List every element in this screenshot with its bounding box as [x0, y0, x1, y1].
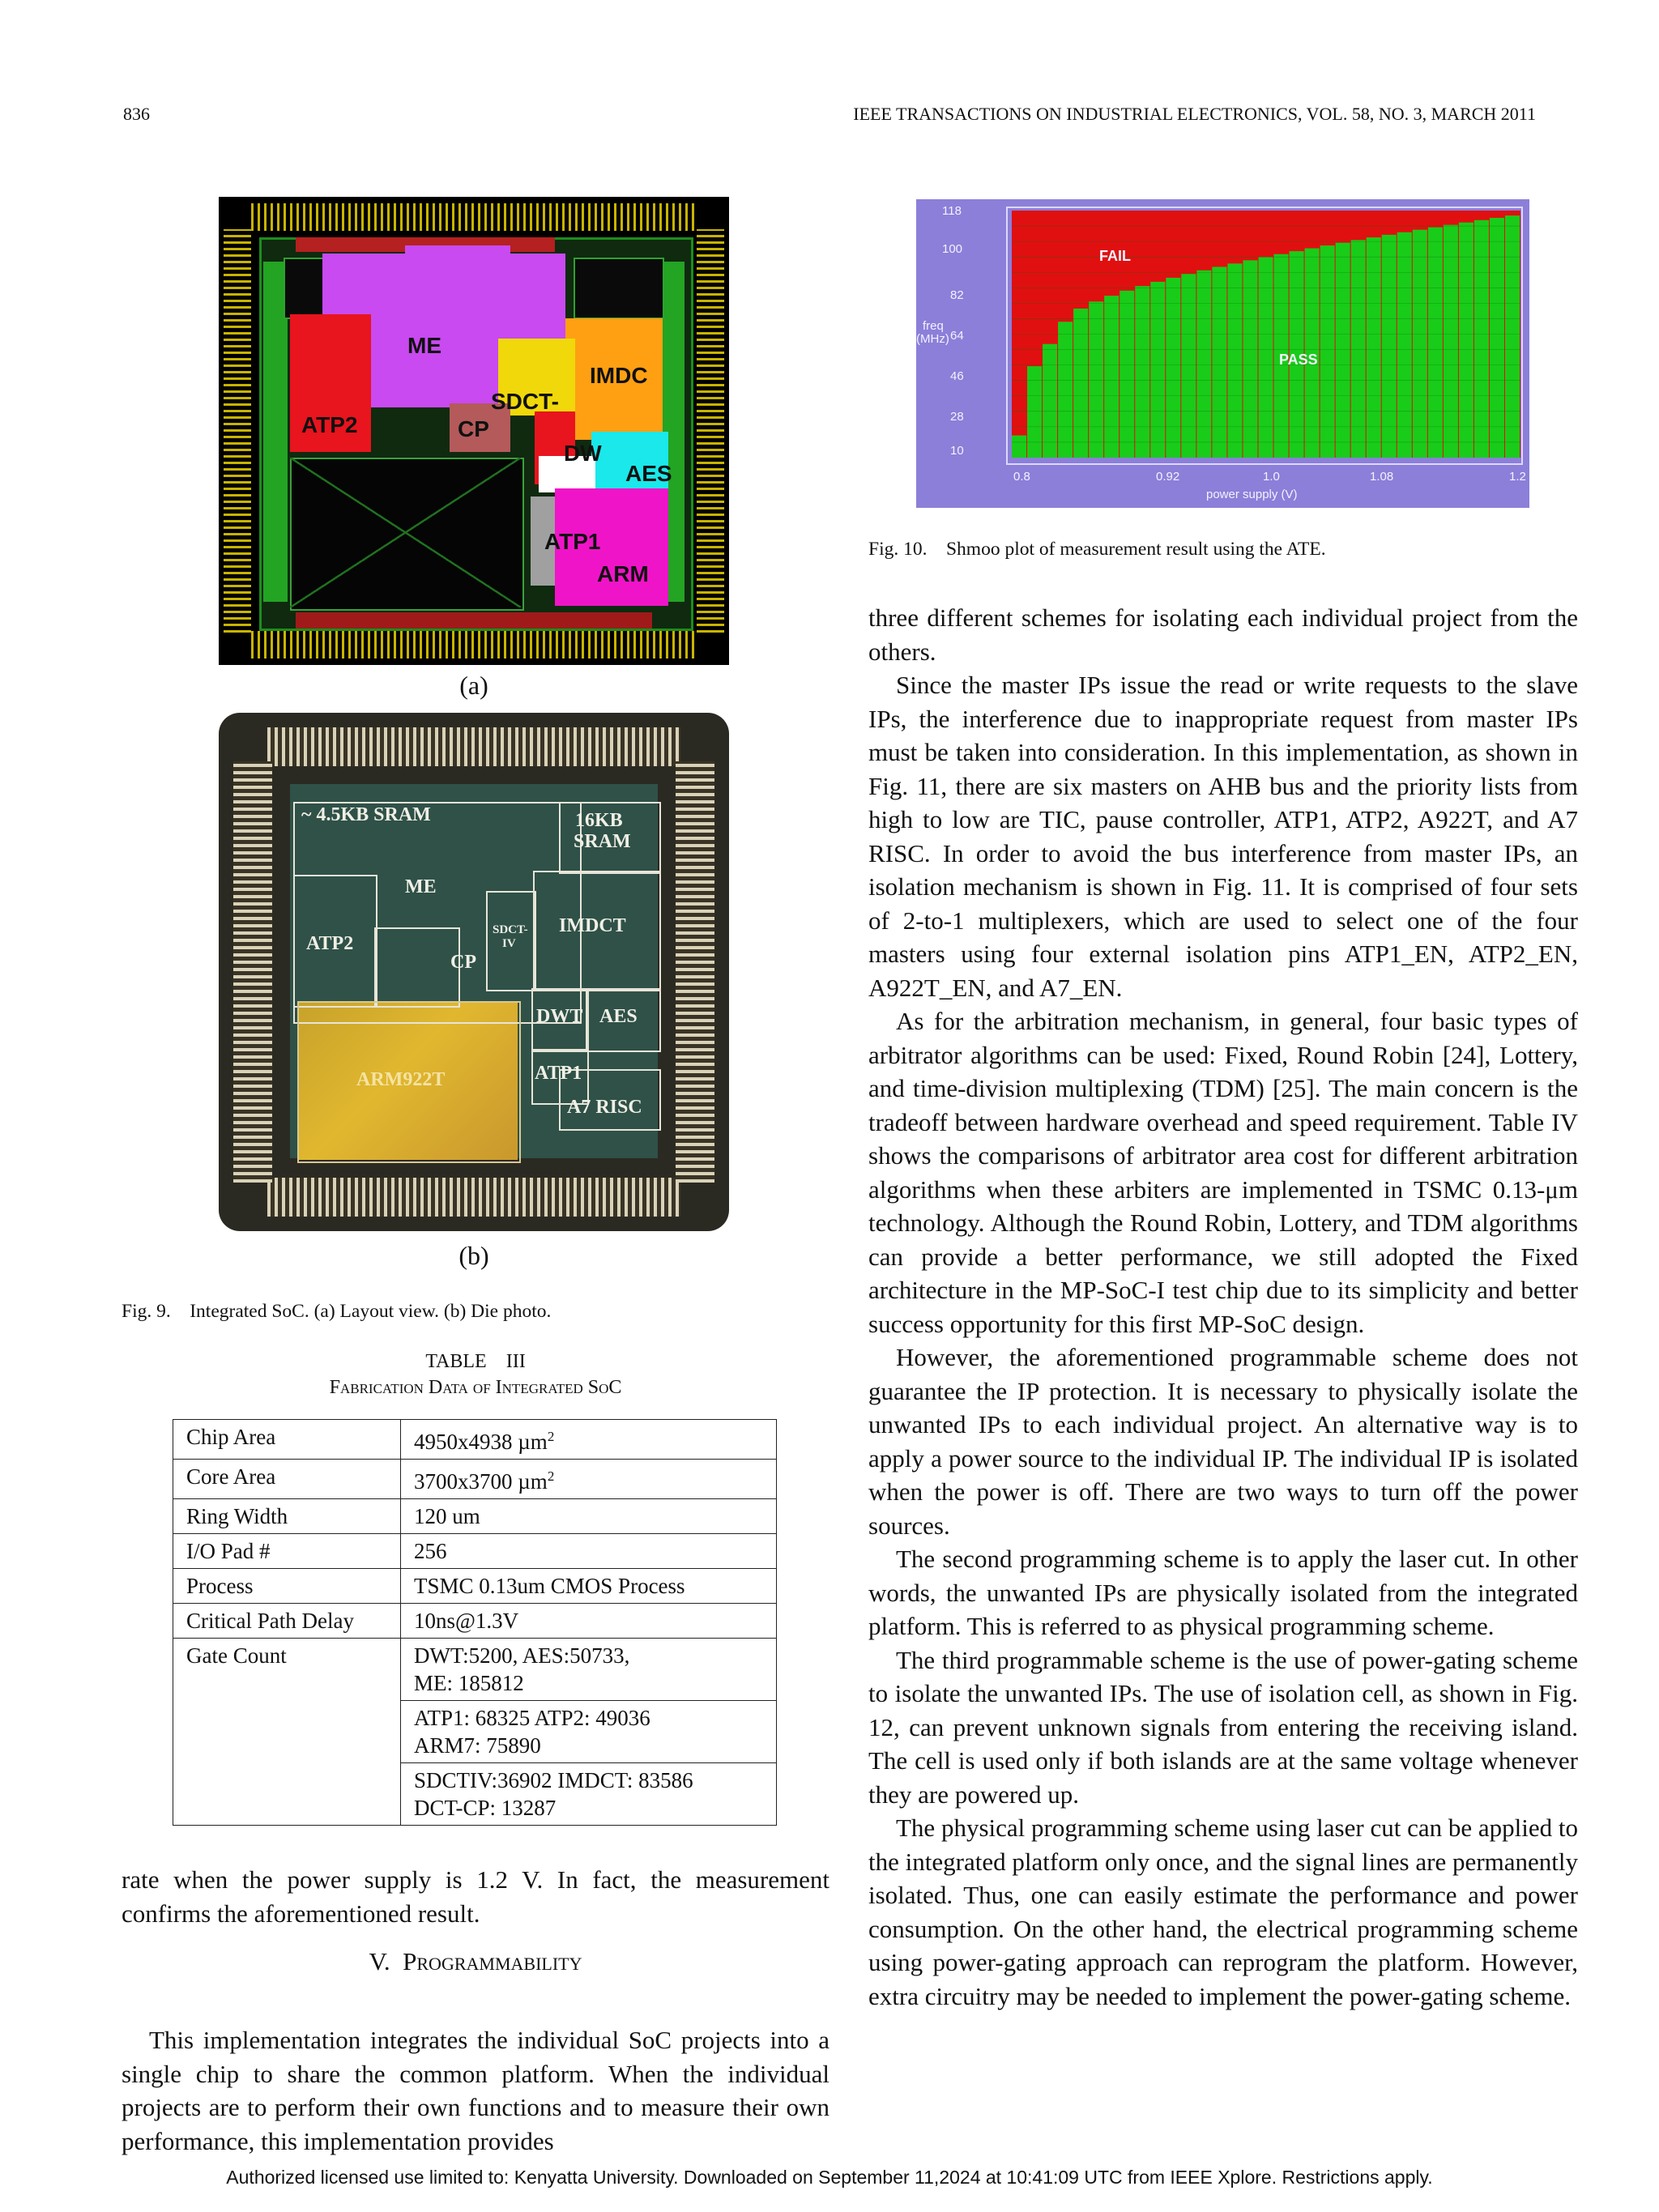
fail-label: FAIL: [1099, 248, 1131, 264]
layout-view-figure: [219, 197, 729, 665]
pass-column: [1382, 235, 1397, 458]
pass-column: [1243, 260, 1257, 458]
pass-column: [1428, 228, 1443, 458]
die-sram-small-label: ~ 4.5KB SRAM: [301, 804, 431, 825]
pass-column: [1073, 309, 1088, 458]
y-tick: 28: [950, 410, 964, 424]
table-value: TSMC 0.13um CMOS Process: [401, 1569, 777, 1604]
pass-column: [1166, 278, 1180, 458]
table-row: [173, 1569, 777, 1604]
pass-column: [1104, 296, 1119, 458]
die-16kb-label: 16KB: [575, 810, 623, 831]
table-row: [173, 1639, 777, 1701]
die-imdct-label: IMDCT: [559, 915, 626, 936]
block-cp-label: CP: [458, 416, 489, 441]
block-aes-label: AES: [625, 461, 672, 486]
table-value: ATP1: 68325 ATP2: 49036 ARM7: 75890: [401, 1701, 777, 1763]
table-key: Core Area: [173, 1460, 401, 1499]
pass-column: [1043, 344, 1057, 458]
pass-column: [1150, 282, 1165, 458]
fig10-caption: Fig. 10. Shmoo plot of measurement result using the ATE.: [868, 539, 1326, 560]
left-column-text-2: [122, 2023, 830, 2158]
section-heading: V. Programmability: [369, 1947, 582, 1975]
pass-column: [1397, 232, 1412, 458]
pass-column: [1505, 215, 1520, 458]
table-key: Chip Area: [173, 1420, 401, 1460]
fig9b-sublabel: (b): [458, 1241, 489, 1270]
table-value: 4950x4938 µm$^2$: [401, 1420, 777, 1460]
die-atp1-label: ATP1: [535, 1063, 582, 1084]
left-column-text: [122, 1863, 830, 1930]
table3-subtitle: Fabrication Data of Integrated SoC: [329, 1377, 622, 1398]
pass-label: PASS: [1279, 352, 1318, 368]
x-axis-label: power supply (V): [1206, 488, 1298, 501]
y-tick: 82: [950, 288, 964, 302]
paragraph: The second programming scheme is to apply the laser cut. In other words, the unwanted IPs are physically isolated from the integrated platform. This is referred to as physical programming scheme.: [868, 1545, 1578, 1640]
table-key: Ring Width: [173, 1499, 401, 1534]
table-value: DWT:5200, AES:50733, ME: 185812: [401, 1639, 777, 1701]
fabrication-table: [173, 1419, 777, 1826]
pass-column: [1027, 366, 1042, 458]
table-key: Gate Count: [173, 1639, 401, 1826]
table-key: Process: [173, 1569, 401, 1604]
block-atp1-label: ATP1: [544, 529, 601, 554]
paragraph: Since the master IPs issue the read or write requests to the slave IPs, the interference due to inappropriate request from master IPs must be taken into consideration. In this implementation, as shown in Fig. 11, there are six masters on AHB bus and the priority lists from high to low are TIC, pause controller, ATP1, ATP2, A922T, and A7 RISC. In order to avoid the bus interference from master IPs, an isolation mechanism is shown in Fig. 11. It is comprised of four sets of 2-to-1 multiplexers, which are used to select one of the four masters using four external isolation pins ATP1_EN, ATP2_EN, A922T_EN, and A7_EN.: [868, 671, 1578, 1002]
die-photo-figure: [219, 713, 729, 1231]
die-arm922t-label: ARM922T: [356, 1069, 446, 1090]
shmoo-plot-svg: [916, 199, 1529, 508]
die-dwt-label: DWT: [536, 1006, 583, 1027]
die-cp-label: CP: [450, 952, 476, 973]
fig9-caption: Fig. 9. Integrated SoC. (a) Layout view. (b) Die photo.: [122, 1301, 552, 1322]
die-a7risc-label: A7 RISC: [567, 1097, 642, 1118]
block-atp2-label: ATP2: [301, 412, 358, 437]
block-arm-label: ARM: [597, 561, 649, 586]
die-me-label: ME: [405, 876, 437, 897]
pass-column: [1212, 266, 1226, 458]
pass-column: [1351, 240, 1366, 458]
y-axis-label-1: freq: [923, 319, 944, 333]
paragraph: This implementation integrates the individual SoC projects into a single chip to share the common platform. When the individual projects are to perform their own functions and to measure their own performance, this implementation provides: [122, 2026, 830, 2155]
pass-column: [1120, 291, 1134, 458]
pass-column: [1258, 258, 1273, 458]
shmoo-plot: [916, 199, 1529, 508]
table-key: Critical Path Delay: [173, 1604, 401, 1639]
table-row: [173, 1420, 777, 1460]
die-sdct-label: SDCT-: [493, 923, 528, 936]
block-dw-label: DW: [564, 441, 602, 466]
pass-column: [1196, 271, 1211, 458]
fig9a-sublabel: (a): [459, 671, 488, 700]
pass-column: [1058, 322, 1073, 458]
pass-column: [1227, 263, 1242, 458]
y-tick: 46: [950, 369, 964, 383]
pass-column: [1413, 230, 1427, 458]
pass-column: [1490, 218, 1504, 458]
block-imdc-label: IMDC: [590, 363, 648, 388]
die-sram-large-label: SRAM: [574, 831, 631, 852]
block-me-label: ME: [407, 333, 441, 358]
pass-column: [1474, 220, 1489, 458]
y-tick: 100: [942, 242, 963, 256]
right-column-text: [868, 601, 1578, 2013]
y-tick: 64: [950, 329, 964, 343]
license-footer: Authorized licensed use limited to: Kenyatta University. Downloaded on September 11,2024 at 10:41:09 UTC from IEEE Xplore. Restrictions apply.: [226, 2167, 1433, 2188]
x-tick: 0.92: [1156, 470, 1180, 484]
table-row: [173, 1499, 777, 1534]
table-row: [173, 1604, 777, 1639]
block-sdct-label: SDCT-: [491, 389, 559, 414]
paragraph: The physical programming scheme using laser cut can be applied to the integrated platform only once, and the signal lines are permanently isolated. Thus, one can easily estimate the performance and power consumption. On the other hand, the electrical programming scheme using power-gating approach can reprogram the platform. However, extra circuitry may be needed to implement the power-gating scheme.: [868, 1813, 1578, 2010]
paragraph: three different schemes for isolating each individual project from the others.: [868, 603, 1578, 666]
pass-column: [1459, 223, 1473, 458]
pass-column: [1320, 245, 1335, 458]
y-axis-label-2: (MHz): [916, 332, 949, 346]
table-value: 10ns@1.3V: [401, 1604, 777, 1639]
y-tick: 10: [950, 444, 964, 458]
die-atp2-label: ATP2: [306, 933, 354, 954]
table-value: SDCTIV:36902 IMDCT: 83586 DCT-CP: 13287: [401, 1763, 777, 1826]
paragraph: rate when the power supply is 1.2 V. In fact, the measurement confirms the aforementioned result.: [122, 1865, 830, 1928]
die-aes-label: AES: [599, 1006, 638, 1027]
table-value: 3700x3700 µm$^2$: [401, 1460, 777, 1499]
die-iv-label: IV: [502, 937, 516, 950]
pass-column: [1336, 243, 1350, 458]
x-tick: 1.2: [1509, 470, 1526, 484]
pass-column: [1181, 274, 1196, 458]
pass-column: [1012, 436, 1026, 458]
table-value: 120 um: [401, 1499, 777, 1534]
pass-column: [1367, 237, 1381, 458]
journal-header: IEEE TRANSACTIONS ON INDUSTRIAL ELECTRONICS, VOL. 58, NO. 3, MARCH 2011: [853, 104, 1536, 124]
paragraph: As for the arbitration mechanism, in general, four basic types of arbitrator algorithms can be used: Fixed, Round Robin [24], Lottery, and time-division multiplexing (TDM) [25]. The main concern is the tradeoff between hardware overhead and speed requirement. Table IV shows the comparisons of arbitrator area cost for different arbitration algorithms when these arbiters are implemented in TSMC 0.13-μm technology. Although the Round Robin, Lottery, and TDM algorithms can provide a better performance, we still adopted the Fixed architecture in the MP-SoC-I test chip due to its simplicity and better success opportunity for this first MP-SoC design.: [868, 1007, 1578, 1338]
paragraph: The third programmable scheme is the use of power-gating scheme to isolate the unwanted IPs. The use of isolation cell, as shown in Fig. 12, can prevent unknown signals from entering the receiving island. The cell is used only if both islands are at the same voltage whenever they are powered up.: [868, 1645, 1578, 1809]
table-row: [173, 1534, 777, 1569]
pass-column: [1444, 225, 1458, 458]
table-key: I/O Pad #: [173, 1534, 401, 1569]
y-tick: 118: [942, 204, 962, 218]
table-row: [173, 1460, 777, 1499]
x-tick: 0.8: [1013, 470, 1030, 484]
table3-title: TABLE III: [425, 1351, 526, 1372]
pass-column: [1135, 286, 1149, 458]
pass-column: [1089, 301, 1103, 458]
page-number: 836: [123, 104, 150, 124]
table-value: 256: [401, 1534, 777, 1569]
paragraph: However, the aforementioned programmable scheme does not guarantee the IP protection. It is necessary to physically isolate the unwanted IPs to each individual project. An alternative way is to apply a power source to the individual IP. The individual IP is isolated when the power is off. There are two ways to turn off the power sources.: [868, 1343, 1578, 1540]
x-tick: 1.0: [1263, 470, 1280, 484]
x-tick: 1.08: [1370, 470, 1394, 484]
